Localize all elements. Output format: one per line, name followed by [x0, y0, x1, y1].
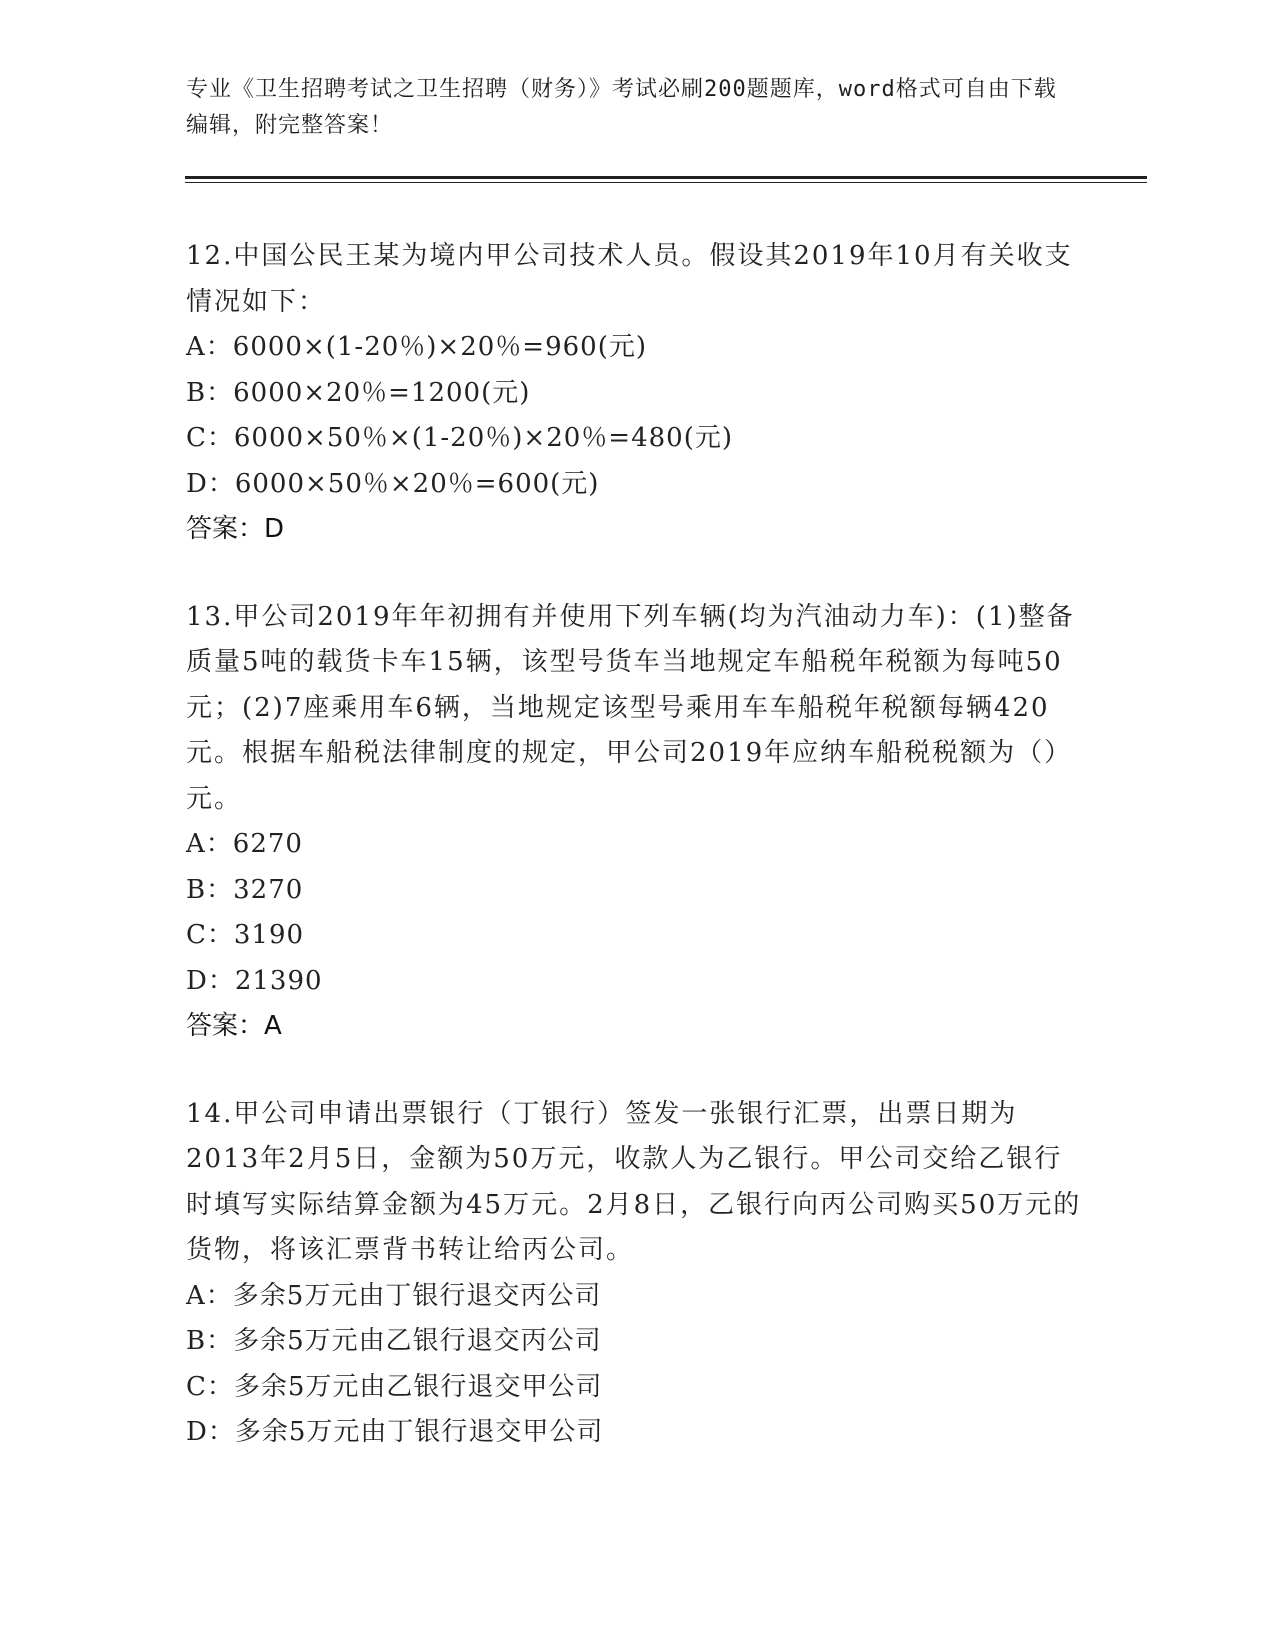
option-c: C：多余5万元由乙银行退交甲公司	[186, 1371, 603, 1402]
option-a: A：多余5万元由丁银行退交丙公司	[186, 1280, 602, 1311]
option-b: B：多余5万元由乙银行退交丙公司	[186, 1326, 602, 1356]
question-14	[186, 1092, 1086, 1456]
header-divider-thick	[185, 176, 1147, 179]
option-a: A：6000×(1-20％)×20％=960(元)	[186, 332, 647, 362]
option-a: A：6270	[186, 829, 303, 859]
question-13	[186, 595, 1086, 1050]
option-d: D：21390	[186, 965, 323, 996]
option-c: C：3190	[186, 920, 305, 950]
question-text: 13.甲公司2019年年初拥有并使用下列车辆(均为汽油动力车)：(1)整备质量5吨的载货卡车15辆，该型号货车当地规定车船税年税额为每吨50元；(2)7座乘用车6辆，当地规定该型号乘用车车船税年税额每辆420元。根据车船税法律制度的规定，甲公司2019年应纳车船税税额为（）元。	[186, 601, 1075, 814]
option-b: B：3270	[186, 874, 304, 905]
question-list	[186, 234, 1086, 1498]
option-b: B：6000×20％=1200(元)	[186, 377, 531, 408]
question-text: 12.中国公民王某为境内甲公司技术人员。假设其2019年10月有关收支情况如下：	[186, 241, 1073, 317]
answer-line: 答案：D	[186, 514, 285, 544]
option-d: D：6000×50％×20％=600(元)	[186, 468, 600, 499]
question-text: 14.甲公司申请出票银行（丁银行）签发一张银行汇票，出票日期为2013年2月5日，金额为50万元，收款人为乙银行。甲公司交给乙银行时填写实际结算金额为45万元。2月8日，乙银行向丙公司购买50万元的货物，将该汇票背书转让给丙公司。	[186, 1098, 1082, 1265]
option-c: C：6000×50％×(1-20％)×20％=480(元)	[186, 423, 733, 453]
answer-line: 答案：A	[186, 1011, 282, 1041]
document-header: 专业《卫生招聘考试之卫生招聘（财务）》考试必刷200题题库，word格式可自由下载编辑，附完整答案！	[186, 77, 1057, 138]
option-d: D：多余5万元由丁银行退交甲公司	[186, 1417, 604, 1447]
question-12	[186, 234, 1086, 553]
header-divider-thin	[185, 182, 1147, 183]
